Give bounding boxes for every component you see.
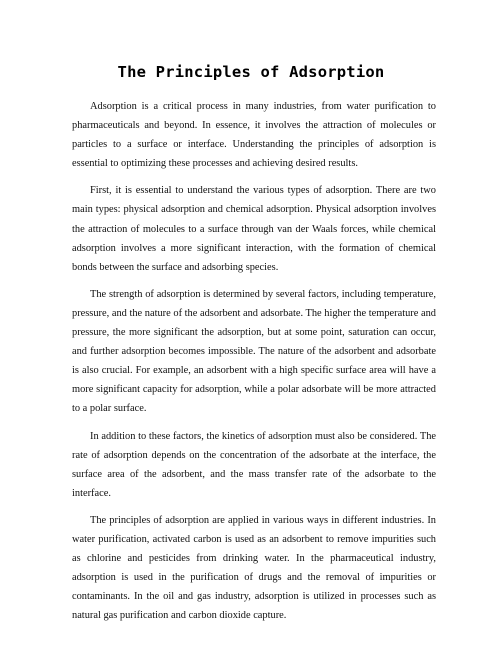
document-title: The Principles of Adsorption [117, 63, 385, 81]
document-body [72, 97, 436, 633]
paragraph-1: Adsorption is a critical process in many industries, from water purification to pharmaceuticals and beyond. In essence, it involves the attraction of molecules or particles to a surface or interface. Understanding the principles of adsorption is essential to optimizing these processes and achieving desired results. [72, 101, 436, 170]
paragraph-2: First, it is essential to understand the various types of adsorption. There are two main types: physical adsorption and chemical adsorption. Physical adsorption involves the attraction of molecules to a surface through van der Waals forces, while chemical adsorption involves a more significant interaction, with the formation of chemical bonds between the surface and adsorbing species. [72, 185, 436, 273]
paragraph-3: The strength of adsorption is determined by several factors, including temperature, pressure, and the nature of the adsorbent and adsorbate. The higher the temperature and pressure, the more significant the adsorption, but at some point, saturation can occur, and further adsorption becomes impossible. The nature of the adsorbent and adsorbate is also crucial. For example, an adsorbent with a high specific surface area will have a more significant capacity for adsorption, while a polar adsorbate will be more attracted to a polar surface. [72, 288, 436, 415]
paragraph-5: The principles of adsorption are applied in various ways in different industries. In water purification, activated carbon is used as an adsorbent to remove impurities such as chlorine and pesticides from drinking water. In the pharmaceutical industry, adsorption is used in the purification of drugs and the removal of impurities or contaminants. In the oil and gas industry, adsorption is utilized in processes such as natural gas purification and carbon dioxide capture. [72, 514, 436, 622]
paragraph-4: In addition to these factors, the kinetics of adsorption must also be considered. The rate of adsorption depends on the concentration of the adsorbate at the interface, the surface area of the adsorbent, and the mass transfer rate of the adsorbate to the interface. [72, 430, 436, 499]
